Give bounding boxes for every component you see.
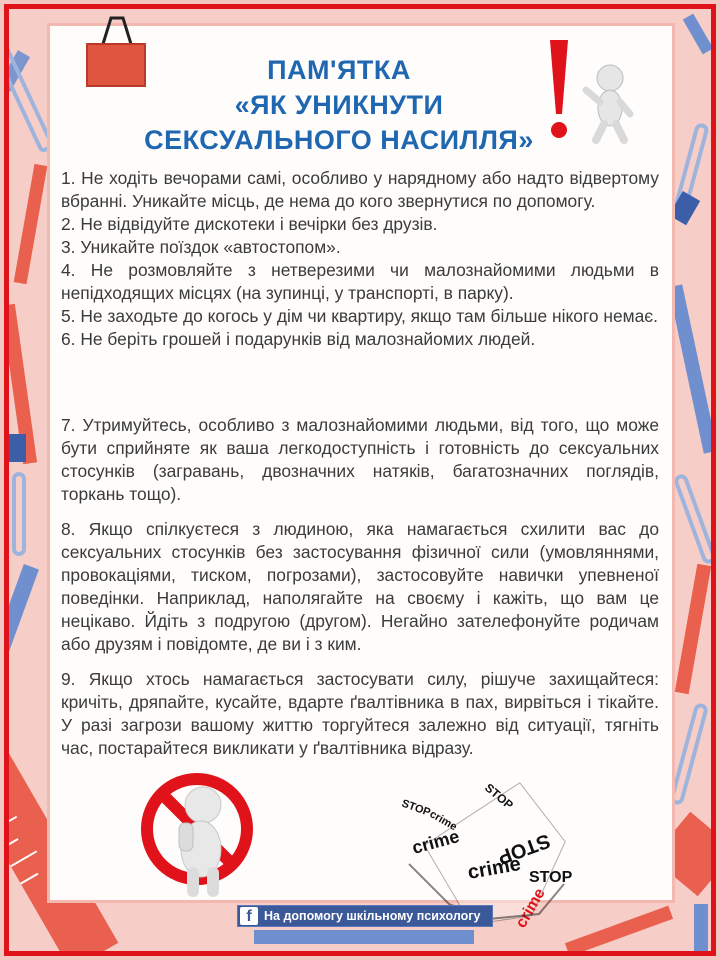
rule-1: 1. Не ходіть вечорами самі, особливо у нарядному або надто відвертому вбранні. Уникайте місць, де нема до кого звернутися по допомогу. (61, 168, 659, 211)
hand-word-6: crime (466, 852, 523, 884)
hand-word-7: STOP (529, 869, 573, 886)
title-line-2: «ЯК УНИКНУТИ (234, 90, 444, 120)
hand-word-3: STOP (482, 780, 516, 813)
prohibition-sign-icon (135, 767, 265, 902)
rule-2: 2. Не відвідуйте дискотеки і вечірки без друзів. (61, 214, 438, 234)
poster-frame (4, 4, 716, 956)
hand-word-8: crime (512, 885, 549, 931)
rule-7: 7. Утримуйтесь, особливо з малознайомими людьми, від того, що може бути сприйняте як ваша легкодоступність і готовність до сексуальних стосунків (загравань, двозначних натяків, багатозначних поглядів, торкань тощо). (61, 415, 659, 504)
hand-word-4: crime (409, 826, 462, 858)
hand-word-5: STOP (494, 829, 554, 869)
rule-3: 3. Уникайте поїздок «автостопом». (61, 237, 341, 257)
rule-6: 6. Не беріть грошей і подарунків від малознайомих людей. (61, 329, 536, 349)
hand-word-2: crime (427, 808, 459, 834)
facebook-badge[interactable] (237, 905, 493, 927)
rule-4: 4. Не розмовляйте з нетверезими чи малознайомими людьми в непідходящих місцях (на зупинці, у транспорті, в парку). (61, 260, 659, 303)
rule-9: 9. Якщо хтось намагається застосувати силу, рішуче захищайтеся: кричіть, дряпайте, кусайте, вдарте ґвалтівника в пах, вирвіться і тікайте. У разі загрози вашому життю торгуйтеся залежно від ситуації, тягніть час, постарайтеся викликати у ґвалтівника відразу. (61, 669, 659, 758)
title-line-1: ПАМ'ЯТКА (267, 55, 411, 85)
rule-8: 8. Якщо спілкуєтеся з людиною, яка намагається схилити вас до сексуальних стосунків без застосування фізичної сили (умовляннями, провокаціями, тиском, погрозами), застосовуйте навички упевненої поведінки. Наприклад, наполягайте на своєму і кажіть, що вам це нецікаво. Йдіть з подругою (другом). Негайно зателефонуйте родичам або друзям і повідомте, де ви і з ким. (61, 519, 659, 654)
exclamation-figure-icon (534, 34, 644, 144)
page-title (139, 53, 539, 158)
hand-word-1: STOP (399, 797, 433, 819)
badge-text: На допомогу шкільному психологу (264, 909, 481, 923)
facebook-icon: f (240, 907, 258, 925)
rules-list-1-6 (61, 167, 659, 351)
rule-5: 5. Не заходьте до когось у дім чи квартиру, якщо там більше нікого немає. (61, 306, 658, 326)
title-line-3: СЕКСУАЛЬНОГО НАСИЛЛЯ» (144, 125, 534, 155)
